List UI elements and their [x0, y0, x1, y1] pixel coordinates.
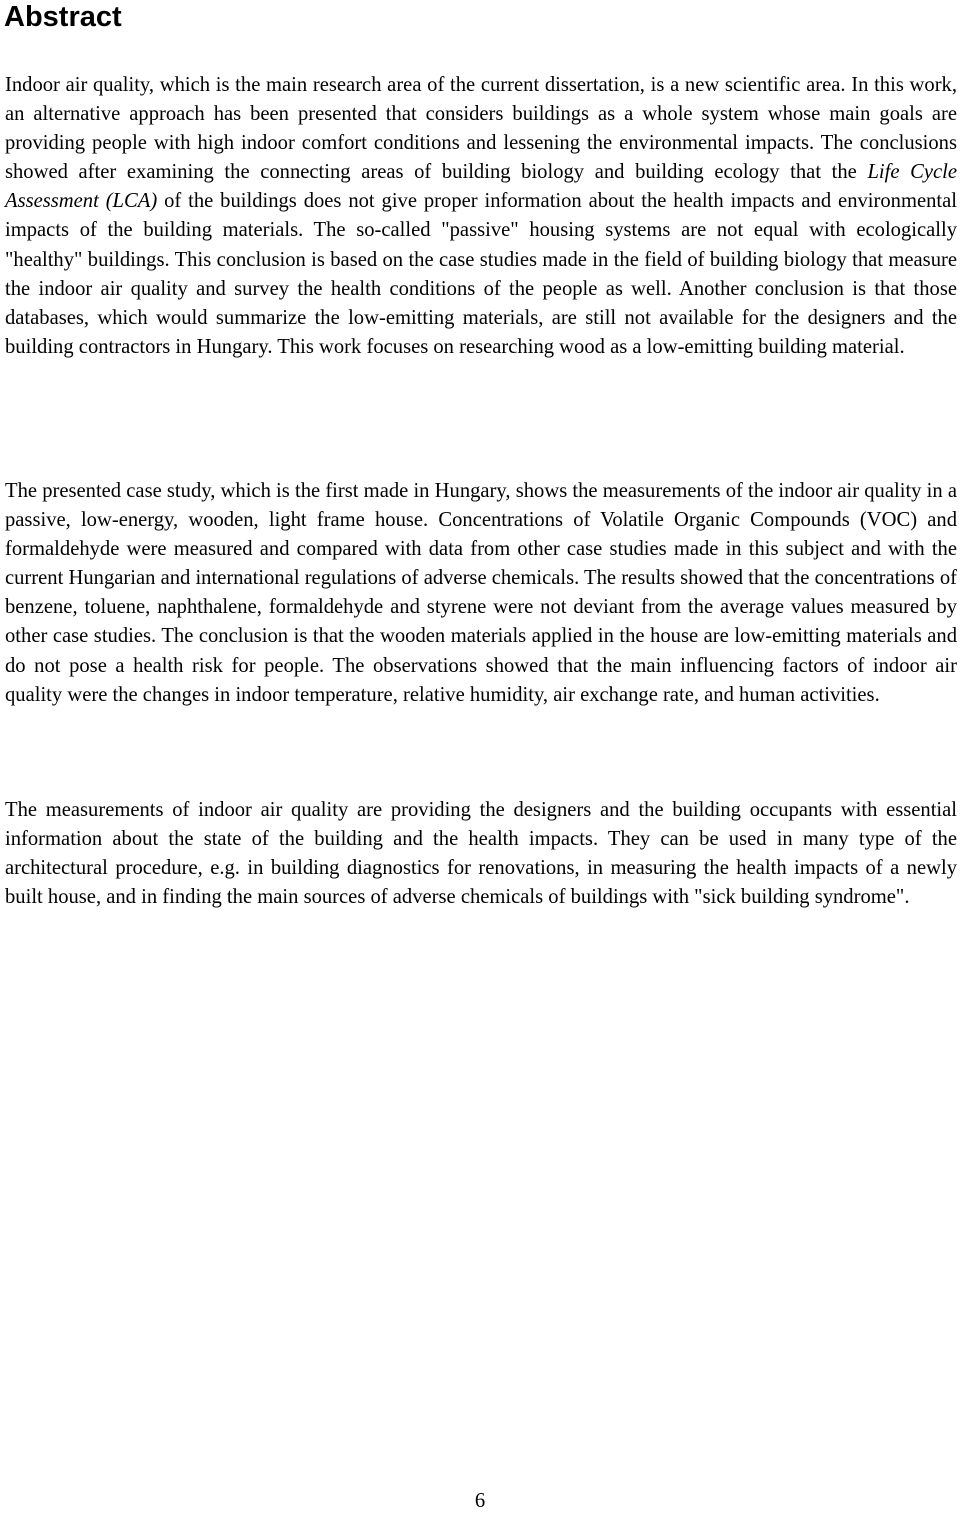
- section-heading: Abstract: [4, 1, 122, 33]
- paragraph-1-text-end: of the buildings does not give proper information about the health impacts and environmental impacts of the building materials. The so-called "passive" housing systems are not equal with ecologically "healthy" buildings. This conclusion is based on the case studies made in the field of building biology that measure the indoor air quality and survey the health conditions of the people as well. Another conclusion is that those databases, which would summarize the low-emitting materials, are still not available for the designers and the building contractors in Hungary. This work focuses on researching wood as a low-emitting building material.: [5, 190, 957, 358]
- lca-term: Life Cycle Assessment (LCA): [5, 161, 957, 213]
- paragraph-1-text-start: Indoor air quality, which is the main research area of the current dissertation, is a new scientific area. In this work, an alternative approach has been presented that considers buildings as a whole system whose main goals are providing people with high indoor comfort conditions and lessening the environmental impacts. The conclusions showed after examining the connecting areas of building biology and building ecology that the: [5, 74, 957, 184]
- abstract-paragraph-3: The measurements of indoor air quality are providing the designers and the building occupants with essential information about the state of the building and the health impacts. They can be used in many type of the architectural procedure, e.g. in building diagnostics for renovations, in measuring the health impacts of a newly built house, and in finding the main sources of adverse chemicals of buildings with "sick building syndrome".: [5, 799, 957, 909]
- abstract-paragraph-2: The presented case study, which is the first made in Hungary, shows the measurements of the indoor air quality in a passive, low-energy, wooden, light frame house. Concentrations of Volatile Organic Compounds (VOC) and formaldehyde were measured and compared with data from other case studies made in this subject and with the current Hungarian and international regulations of adverse chemicals. The results showed that the concentrations of benzene, toluene, naphthalene, formaldehyde and styrene were not deviant from the average values measured by other case studies. The conclusion is that the wooden materials applied in the house are low-emitting materials and do not pose a health risk for people. The observations showed that the main influencing factors of indoor air quality were the changes in indoor temperature, relative humidity, air exchange rate, and human activities.: [5, 480, 957, 706]
- abstract-paragraph-1: [5, 71, 957, 362]
- page-number: 6: [474, 1490, 486, 1512]
